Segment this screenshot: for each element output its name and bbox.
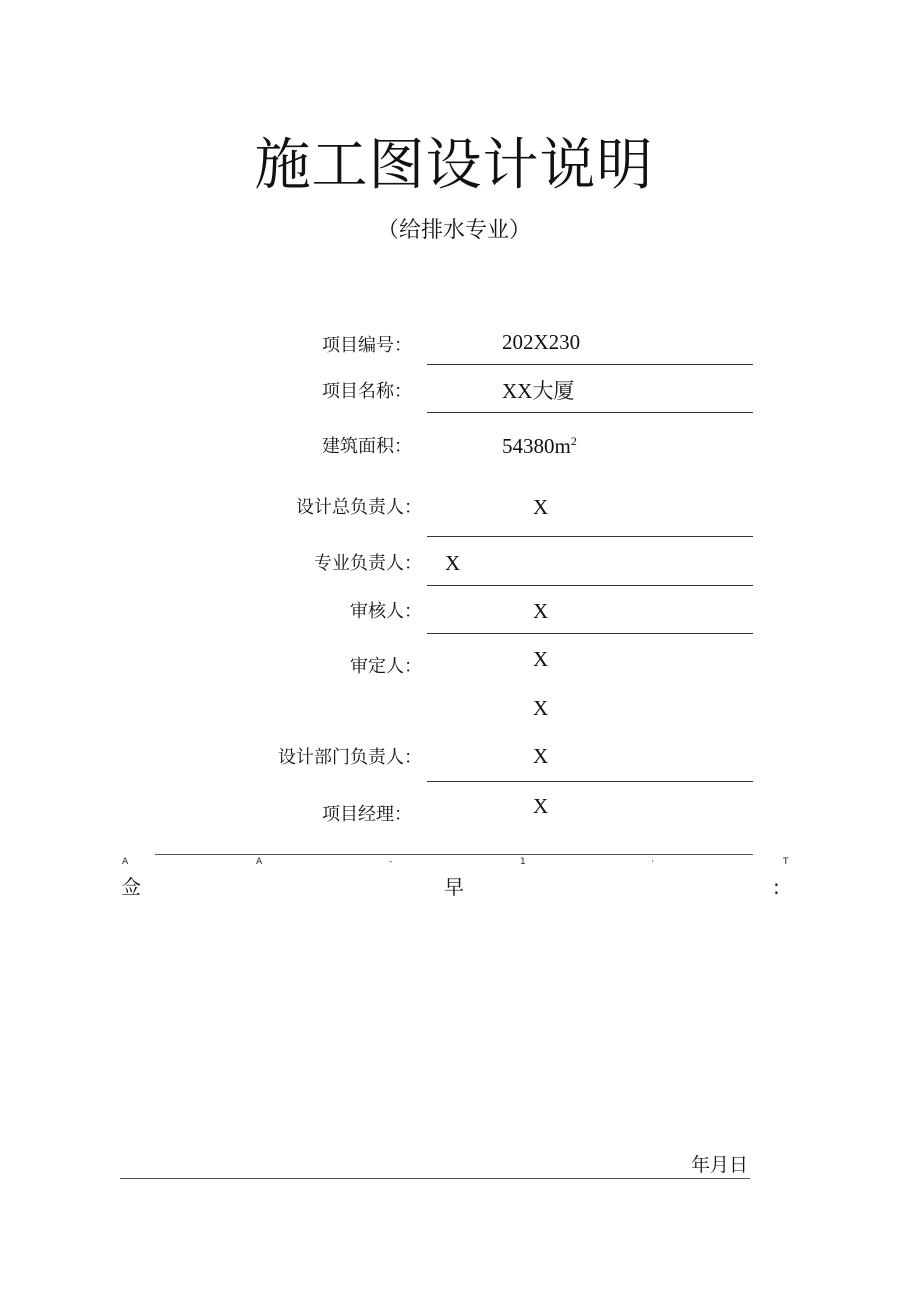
document-subtitle: （给排水专业） (376, 218, 531, 243)
signature-fragment: A (122, 857, 129, 867)
field-label-discipline-lead: 专业负责人： (314, 553, 422, 574)
field-label-reviewer: 审核人： (350, 601, 422, 622)
field-label-building-area: 建筑面积： (322, 436, 412, 457)
field-value-project-number: 202X230 (502, 330, 581, 354)
field-underline (427, 412, 753, 413)
signature-fragment: A (256, 857, 263, 867)
signature-line (155, 854, 753, 855)
field-value-building-area (502, 433, 577, 459)
signature-fragment: - (389, 857, 393, 867)
document-title: 施工图设计说明 (254, 133, 654, 198)
field-value-department-head: X (533, 744, 549, 768)
field-value-approver: X (533, 647, 549, 671)
field-label-project-name: 项目名称： (322, 381, 412, 402)
field-label-design-lead: 设计总负责人： (296, 497, 422, 518)
field-value-design-lead: X (533, 495, 549, 519)
date-line (120, 1178, 750, 1179)
field-label-project-number: 项目编号： (322, 335, 412, 356)
field-value-discipline-lead: X (445, 551, 461, 575)
area-number: 54380m (502, 434, 571, 458)
field-value-reviewer: X (533, 599, 549, 623)
field-value-unlabeled: X (533, 696, 549, 720)
signature-fragment: · (651, 857, 654, 867)
area-unit-superscript: 2 (570, 434, 577, 448)
field-underline (427, 633, 753, 634)
signature-char: : (773, 875, 780, 899)
signature-fragment: T (783, 857, 789, 867)
field-label-approver: 审定人： (350, 656, 422, 677)
field-underline (427, 536, 753, 537)
field-label-department-head: 设计部门负责人： (278, 747, 422, 768)
field-underline (427, 364, 753, 365)
date-label: 年月日 (691, 1154, 749, 1176)
field-value-project-manager: X (533, 794, 549, 818)
field-underline (427, 585, 753, 586)
signature-char: 早 (444, 875, 464, 899)
field-value-project-name: XX大厦 (502, 379, 575, 403)
signature-fragment: 1 (520, 857, 526, 867)
field-label-project-manager: 项目经理： (322, 804, 412, 825)
signature-char: 佥 (121, 875, 141, 899)
field-underline (427, 781, 753, 782)
